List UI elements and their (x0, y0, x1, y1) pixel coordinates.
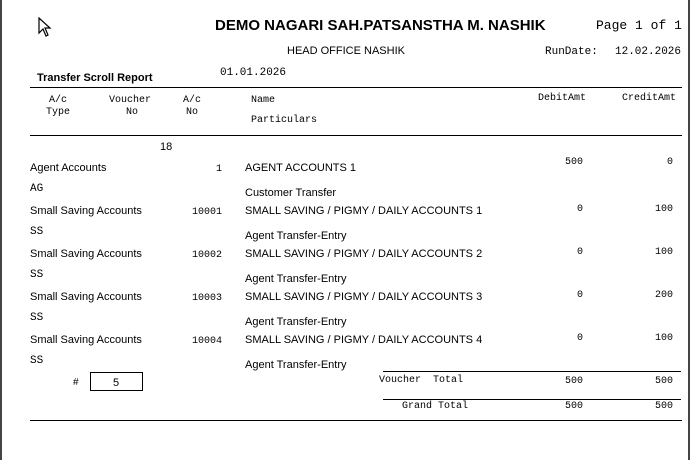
count-value: 5 (113, 377, 120, 389)
col-ac-type-line2: Type (46, 107, 71, 118)
account-name: SMALL SAVING / PIGMY / DAILY ACCOUNTS 4 (245, 334, 483, 346)
col-ac-no-line2: No (186, 107, 199, 118)
credit-amount: 100 (654, 247, 673, 258)
page-current: 1 (635, 18, 643, 33)
col-name: Name (251, 95, 276, 106)
account-code: SS (30, 312, 44, 324)
account-name: AGENT ACCOUNTS 1 (245, 162, 357, 174)
debit-amount: 0 (576, 290, 583, 301)
col-particulars: Particulars (251, 115, 318, 126)
footer-rule (30, 420, 682, 421)
debit-amount: 0 (576, 333, 583, 344)
credit-amount: 100 (654, 204, 673, 215)
grand-total-rule (383, 399, 681, 400)
voucher-total-credit: 500 (654, 376, 673, 387)
rundate-label: RunDate: (545, 46, 598, 58)
account-number: 10003 (191, 293, 222, 304)
col-voucher-line2: No (126, 107, 139, 118)
account-code: SS (30, 355, 44, 367)
particulars: Agent Transfer-Entry (245, 273, 347, 285)
voucher-total-rule (383, 371, 681, 372)
account-code: AG (30, 183, 44, 195)
count-label: # (73, 377, 79, 388)
account-code: SS (30, 269, 44, 281)
particulars: Agent Transfer-Entry (245, 230, 347, 242)
header-rule (30, 87, 682, 88)
col-debit: DebitAmt (538, 93, 587, 104)
col-credit: CreditAmt (622, 93, 677, 104)
account-name: SMALL SAVING / PIGMY / DAILY ACCOUNTS 1 (245, 205, 483, 217)
debit-amount: 0 (576, 247, 583, 258)
report-title: Transfer Scroll Report (37, 72, 153, 84)
grand-total-credit: 500 (654, 401, 673, 412)
account-number: 10001 (191, 207, 222, 218)
particulars: Customer Transfer (245, 187, 337, 199)
report-date: 01.01.2026 (220, 67, 287, 79)
rundate-value: 12.02.2026 (615, 46, 682, 58)
grand-total-debit: 500 (564, 401, 583, 412)
account-type: Small Saving Accounts (30, 334, 142, 346)
debit-amount: 0 (576, 204, 583, 215)
account-type: Small Saving Accounts (30, 291, 142, 303)
account-number: 10004 (191, 336, 222, 347)
grand-total-label: Grand Total (402, 401, 469, 412)
org-name: DEMO NAGARI SAH.PATSANSTHA M. NASHIK (215, 17, 546, 34)
col-ac-type-line1: A/c (49, 95, 68, 106)
page-indicator (596, 18, 682, 33)
voucher-number: 18 (160, 141, 173, 153)
debit-amount: 500 (564, 157, 583, 168)
account-number: 1 (215, 164, 222, 175)
credit-amount: 100 (654, 333, 673, 344)
voucher-total-debit: 500 (564, 376, 583, 387)
column-header-rule (30, 135, 682, 136)
branch-name: HEAD OFFICE NASHIK (287, 45, 405, 57)
col-ac-no-line1: A/c (183, 95, 202, 106)
particulars: Agent Transfer-Entry (245, 359, 347, 371)
credit-amount: 0 (666, 157, 673, 168)
account-name: SMALL SAVING / PIGMY / DAILY ACCOUNTS 2 (245, 248, 483, 260)
mouse-pointer-icon (38, 17, 52, 37)
page-label: Page (596, 18, 628, 33)
account-name: SMALL SAVING / PIGMY / DAILY ACCOUNTS 3 (245, 291, 483, 303)
particulars: Agent Transfer-Entry (245, 316, 347, 328)
account-type: Small Saving Accounts (30, 248, 142, 260)
account-type: Agent Accounts (30, 162, 107, 174)
page-border-left (0, 0, 2, 460)
account-number: 10002 (191, 250, 222, 261)
account-code: SS (30, 226, 44, 238)
page-of: of (650, 18, 667, 33)
page-total: 1 (674, 18, 682, 33)
col-voucher-line1: Voucher (109, 95, 152, 106)
account-type: Small Saving Accounts (30, 205, 142, 217)
credit-amount: 200 (654, 290, 673, 301)
voucher-total-label: Voucher Total (379, 375, 464, 386)
